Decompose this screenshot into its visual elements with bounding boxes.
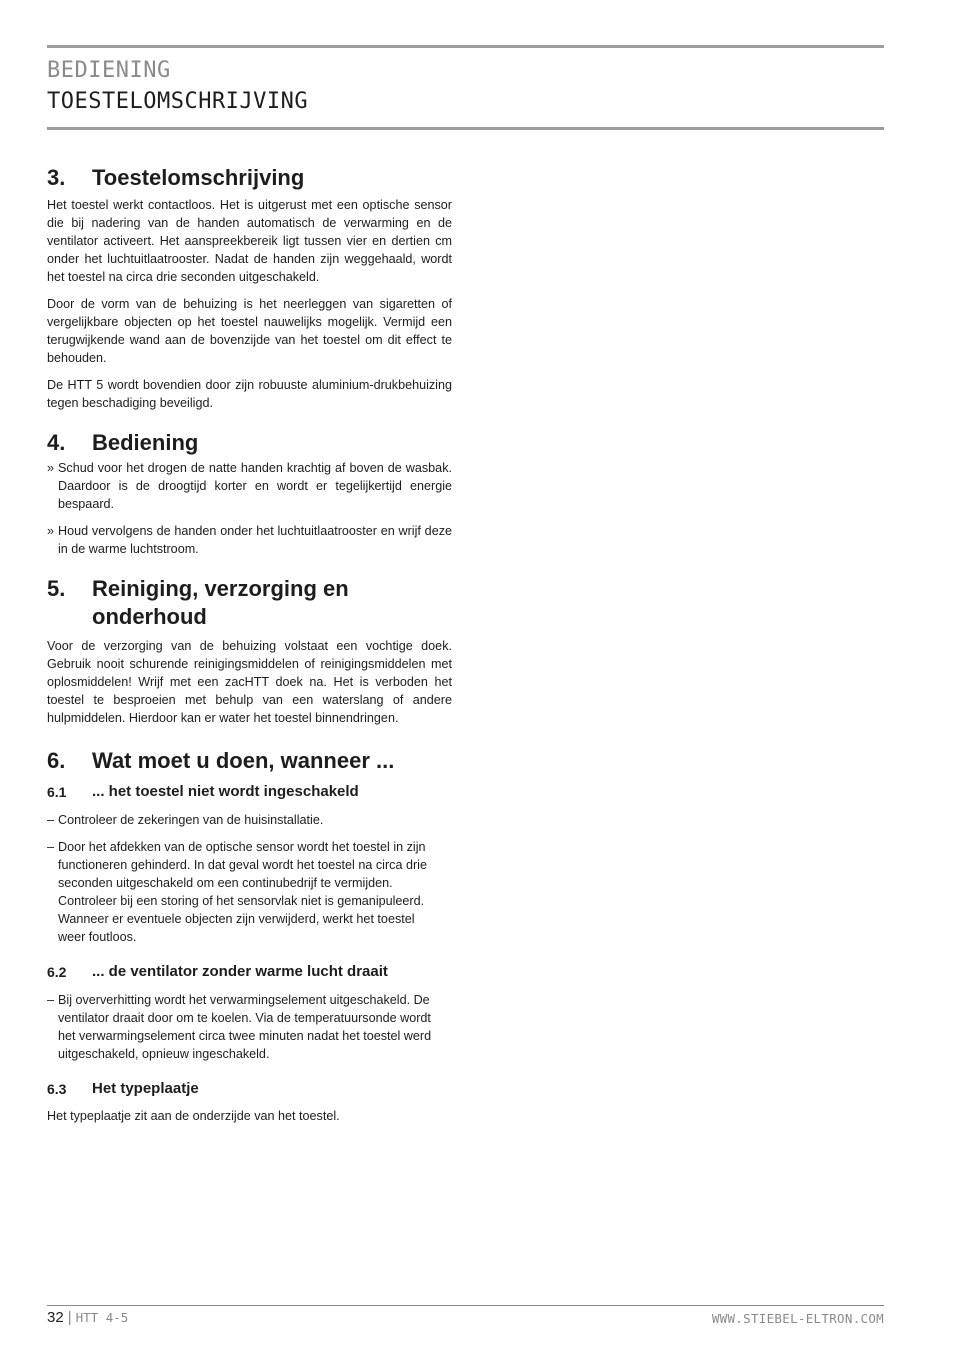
header-bottom-rule [47, 127, 884, 130]
dash-marker: – [47, 813, 55, 827]
main-column [47, 164, 452, 1125]
list-item [47, 811, 452, 829]
section-6-1-title: ... het toestel niet wordt ingeschakeld [92, 783, 359, 800]
section-6-1-heading [47, 782, 452, 802]
list-item-text: Controleer de zekeringen van de huisinstallatie. [58, 813, 324, 827]
section-3-paragraph-3: De HTT 5 wordt bovendien door zijn robuuste aluminium-drukbehuizing tegen beschadiging beveiligd. [47, 378, 452, 410]
footer-separator: | [67, 1309, 72, 1326]
header-top-rule [47, 45, 884, 48]
list-item-text: Schud voor het drogen de natte handen krachtig af boven de wasbak. Daardoor is de droogtijd korter en wordt er tegelijkertijd energie bespaard. [58, 461, 452, 511]
section-3-number: 3. [47, 165, 66, 190]
bullet-marker: » [47, 524, 55, 538]
list-item-text: Houd vervolgens de handen onder het luchtuitlaatrooster en wrijf deze in de warme luchtstroom. [58, 524, 452, 556]
section-6-2-number: 6.2 [47, 964, 67, 980]
list-item [47, 838, 442, 946]
list-item [47, 991, 447, 1063]
list-item-text: Door het afdekken van de optische sensor wordt het toestel in zijn functioneren gehinderd. In dat geval wordt het toestel na circa drie seconden uitgeschakeld om een continubedrijf te vermijden. Controleer bij een storing of het sensorvlak niet is gemanipuleerd. Wanneer er eventuele objecten zijn verwijderd, werkt het toestel weer foutloos. [58, 840, 427, 944]
list-item-text: Bij oververhitting wordt het verwarmingselement uitgeschakeld. De ventilator draait door om te koelen. Via de temperatuursonde wordt het verwarmingselement circa twee minuten nadat het toestel werd uitgeschakeld, opnieuw ingeschakeld. [58, 993, 432, 1061]
list-item [47, 459, 452, 513]
section-3-paragraph-1: Het toestel werkt contactloos. Het is uitgerust met een optische sensor die bij nadering van de handen automatisch de verwarming en de ventilator activeert. Het aanspreekbereik ligt tussen vier en dertien cm onder het luchtuitlaatrooster. Nadat de handen zijn weggehaald, wordt het toestel na circa drie seconden uitgeschakeld. [47, 198, 452, 284]
section-4-title: Bediening [92, 430, 199, 455]
footer-model: HTT 4-5 [75, 1310, 129, 1325]
bullet-marker: » [47, 461, 55, 475]
dash-marker: – [47, 840, 55, 854]
footer-website-url: WWW.STIEBEL-ELTRON.COM [711, 1311, 884, 1326]
section-3-title: Toestelomschrijving [92, 165, 305, 190]
footer-rule [47, 1305, 884, 1306]
section-6-3-title: Het typeplaatje [92, 1080, 199, 1097]
section-5-title: Reiniging, verzorging en onderhoud [92, 576, 349, 629]
section-6-number: 6. [47, 748, 66, 773]
header-page-title: TOESTELOMSCHRIJVING [47, 89, 309, 114]
section-6-title: Wat moet u doen, wanneer ... [92, 748, 395, 773]
section-5-paragraph-1: Voor de verzorging van de behuizing volstaat een vochtige doek. Gebruik nooit schurende reinigingsmiddelen of reinigingsmiddelen met oplosmiddelen! Wrijf met een zacHTT doek na. Het is verboden het toestel te besproeien met behulp van een waterslang of andere hulpmiddelen. Hierdoor kan er water het toestel binnendringen. [47, 639, 452, 725]
section-4-heading [47, 429, 452, 457]
section-6-1-number: 6.1 [47, 784, 67, 800]
section-4-number: 4. [47, 430, 66, 455]
section-3-paragraph-2: Door de vorm van de behuizing is het neerleggen van sigaretten of vergelijkbare objecten op het toestel nauwelijks mogelijk. Vermijd een terugwijkende wand aan de bovenzijde van het toestel om dit effect te behouden. [47, 297, 452, 365]
section-6-3-heading [47, 1079, 452, 1099]
header-section-label: BEDIENING [47, 58, 171, 83]
section-5-heading [47, 575, 452, 631]
section-6-heading [47, 747, 452, 775]
section-6-3-paragraph-1: Het typeplaatje zit aan de onderzijde van het toestel. [47, 1109, 340, 1123]
section-3-heading [47, 164, 452, 192]
dash-marker: – [47, 993, 55, 1007]
section-6-2-heading [47, 962, 452, 982]
footer-page-info [47, 1309, 128, 1326]
list-item [47, 522, 452, 558]
section-6-3-number: 6.3 [47, 1081, 67, 1097]
section-6-2-title: ... de ventilator zonder warme lucht draait [92, 963, 388, 980]
section-5-number: 5. [47, 576, 66, 601]
page-number: 32 [47, 1309, 64, 1326]
